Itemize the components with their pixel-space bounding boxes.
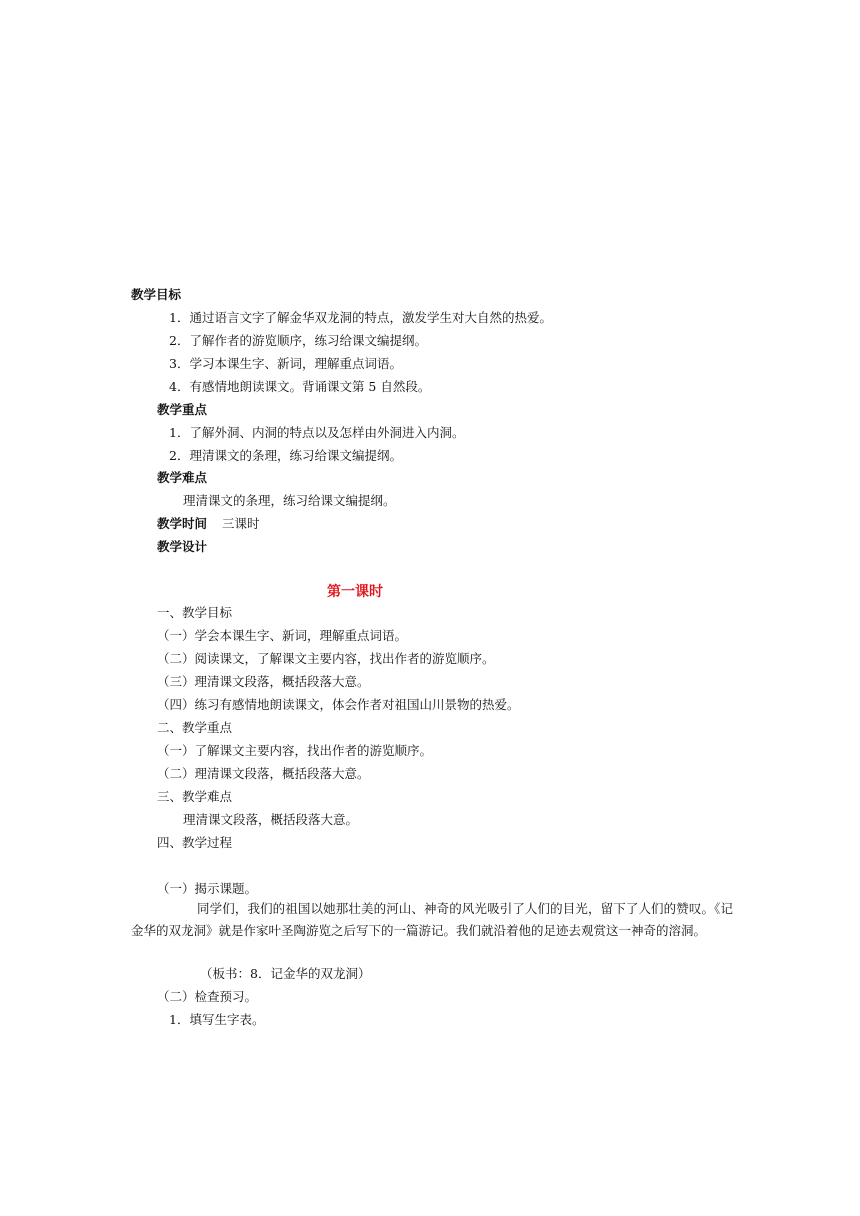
difficulty-text: 理清课文的条理，练习给课文编提纲。 [183,493,396,508]
key-points-heading: 教学重点 [157,402,208,417]
section-heading: 四、教学过程 [157,835,233,850]
lesson-title: 第一课时 [327,584,383,600]
key-point-item: 1．了解外洞、内洞的特点以及怎样由外洞进入内洞。 [169,425,465,440]
objective-item: 2．了解作者的游览顺序，练习给课文编提纲。 [169,333,427,348]
list-item: 1．填写生字表。 [169,1012,265,1027]
intro-paragraph: 同学们，我们的祖国以她那壮美的河山、神奇的风光吸引了人们的目光，留下了人们的赞叹。《记金华的双龙洞》就是作家叶圣陶游览之后写下的一篇游记。我们就沿着他的足迹去观赏这一神奇的溶洞。 [131,901,733,938]
section-heading: 三、教学难点 [157,789,233,804]
list-item: （一）了解课文主要内容，找出作者的游览顺序。 [157,743,433,758]
objective-item: 4．有感情地朗读课文。背诵课文第 5 自然段。 [169,379,431,394]
objective-item: 1．通过语言文字了解金华双龙洞的特点，激发学生对大自然的热爱。 [169,310,552,325]
section-heading: 一、教学目标 [157,605,233,620]
section-heading: 二、教学重点 [157,720,233,735]
time-value: 三课时 [222,516,260,531]
difficulty-heading: 教学难点 [157,470,208,485]
design-heading: 教学设计 [157,539,208,554]
objective-item: 3．学习本课生字、新词，理解重点词语。 [169,356,402,371]
time-heading: 教学时间 [157,516,208,531]
step-heading: （二）检查预习。 [157,989,258,1004]
key-point-item: 2．理清课文的条理，练习给课文编提纲。 [169,448,402,463]
objectives-heading: 教学目标 [131,287,182,302]
list-item: （二）理清课文段落，概括段落大意。 [157,766,370,781]
list-item: （二）阅读课文，了解课文主要内容，找出作者的游览顺序。 [157,651,495,666]
list-item: （四）练习有感情地朗读课文，体会作者对祖国山川景物的热爱。 [157,697,520,712]
list-item: （一）学会本课生字、新词，理解重点词语。 [157,628,408,643]
step-heading: （一）揭示课题。 [157,881,258,896]
board-note: （板书：8．记金华的双龙洞） [200,966,371,981]
section-text: 理清课文段落，概括段落大意。 [183,812,359,827]
list-item: （三）理清课文段落，概括段落大意。 [157,674,370,689]
